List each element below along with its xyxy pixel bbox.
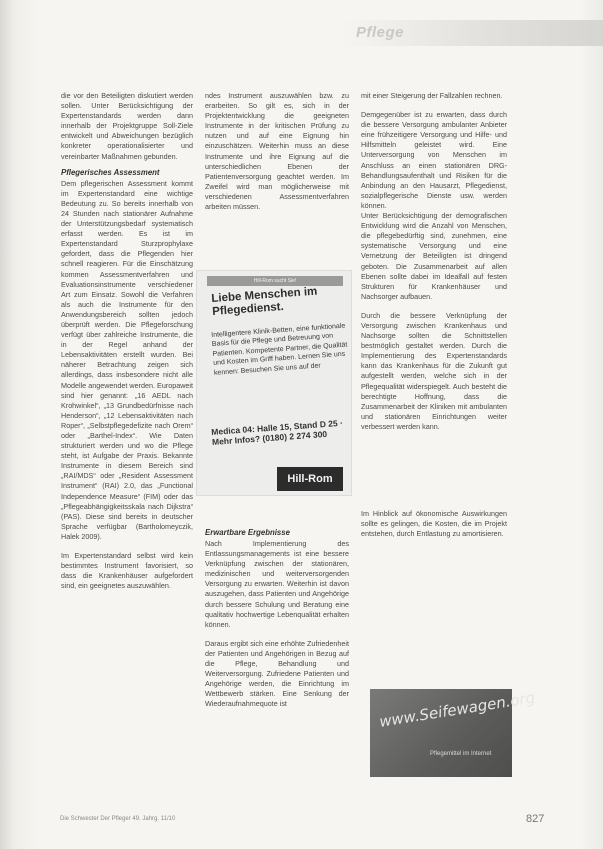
ad-tagline: Pflegemittel im Internet (430, 751, 492, 757)
ad-body-text: Intelligentere Klinik-Betten, eine funktionale Basis für die Pflege und Betreuung von Patienten. Kompetente Partner, die Qualität und Kosten im Griff haben. Lernen Sie uns kennen: Besuchen Sie uns auf der (211, 322, 348, 377)
column1-paragraph: Dem pflegerischen Assessment kommt im Expertenstandard eine wichtige Bedeutung zu. So bereits innerhalb von 24 Stunden nach stationärer Aufnahme der Unterstützungsbedarf systematisch erfasst werden. Es ist im Expertenstandard Sturzprophylaxe gefordert, dass die Pflegenden hier schnell reagieren. Für die Einschätzung kommen Assessmentverfahren und Evaluationsinstrumente verschiedener Art zum Einsatz. Sowohl die Verfahren als auch die Instrumente für den Anwendungsbereich sollten jedoch überprüft werden. Die Pflegeforschung verfügt über zahlreiche Instrumente, die in der Regel anhand der Lebensaktivitäten erstellt wurden. Bei näherer Betrachtung zeigen sich allerdings, dass insbesondere nicht alle Modelle angewendet werden. Europaweit sind hier genannt: „16 AEDL nach Krohwinkel“, „13 Grundbedürfnisse nach Henderson“, „12 Lebensaktivitäten nach Roper“, „Selbstpflegedefizite nach Orem“ oder „Barthel-Index“. Wie Daten strukturiert werden und wo die Pflege steht, ist Aufgabe der Praxis. Bekannte Instrumente in diesem Bereich sind „RAI/MDS“ oder „Resident Assessment Instrument“ (RAI) 2.0, das „Functional Independence Measure“ (FIM) oder das „Pflegeabhängigkeitsskala nach Dijkstra“ (PAS). Diese sind bereits in deutscher Sprache verfügbar (Bartholomeyczik, Halek 2009). (61, 178, 193, 541)
column3-paragraph: Im Hinblick auf ökonomische Auswirkungen sollte es gelingen, die Kosten, die im Projekt entstehen, durch Entlastung zu amortisieren. (361, 509, 507, 539)
ad-headline: Liebe Menschen im Pflegedienst. (211, 285, 318, 318)
hillrom-advertisement[interactable] (196, 270, 352, 496)
column3-paragraph: Unter Berücksichtigung der demografischen Entwicklung wird die Anzahl von Menschen, die pflegebedürftig sind, zunehmen, eine systematische Versorgung und eine Vernetzung der Beteiligten ist dringend geboten. Die Zusammenarbeit auf allen Ebenen sollte dabei im Idealfall auf festen Strukturen für Krankenhäuser und Nachsorger aufbauen. (361, 211, 507, 301)
column3-paragraph: mit einer Steigerung der Fallzahlen rechnen. (361, 91, 503, 100)
page-number: 827 (526, 813, 545, 825)
section-heading: Erwartbare Ergebnisse (205, 528, 290, 537)
article-column-2-top (205, 91, 349, 271)
ad-contact: Medica 04: Halle 15, Stand D 25 · Mehr Infos? (0180) 2 274 300 (211, 417, 344, 447)
article-column-3-top (361, 91, 507, 501)
ad-top-strip: Hill-Rom sucht Sie! (207, 276, 343, 286)
column2-paragraph: Daraus ergibt sich eine erhöhte Zufriedenheit der Patienten und Angehörigen in Bezug auf die Pflege, Behandlung und Weiterversorgung. Zufriedene Patienten und Angehörige werden, die Einrichtung im Wettbewerb stärken. Eine Senkung der Wiederaufnahmequote ist (205, 638, 349, 709)
footer-publication-info: Die Schwester Der Pfleger 49. Jahrg. 11/10 (60, 816, 176, 822)
article-column-3-bottom (361, 500, 507, 630)
column1-paragraph: Im Expertenstandard selbst wird kein bestimmtes Instrument favorisiert, so dass die Krankenhäuser aufgefordert sind, ein geeignetes auszuwählen. (61, 551, 193, 591)
article-column-2-bottom (205, 522, 349, 842)
column1-paragraph: die vor den Beteiligten diskutiert werden sollen. Unter Berücksichtigung der Expertenstandards werden dann innerhalb der Projektgruppe Soll-Ziele entwickelt und Abweichungen bezüglich konkreter operationalisierter und vereinbarter Maßnahmen gebunden. (61, 91, 193, 161)
column2-paragraph: ndes Instrument auszuwählen bzw. zu erarbeiten. So gilt es, sich in der Projektentwicklung die geeigneten Instrumente in der kritischen Prüfung zu nutzen und auf eine Eignung hin einzuschätzen. Weiterhin muss an diese Instrumente und ihre Eignung auf die unterschiedlichen Ebenen der Patientenversorgung geachtet werden. Im Zweifel wird man möglicherweise mit verschiedenen Assessmentverfahren arbeiten müssen. (205, 91, 349, 212)
seniorenwagen-advertisement[interactable] (370, 688, 537, 777)
hillrom-logo: Hill-Rom (277, 467, 343, 491)
column2-paragraph: Nach Implementierung des Entlassungsmanagements ist eine bessere Verknüpfung zwischen der stationären, medizinischen und weiterversorgenden Versorgung zu erwarten. Weiterhin ist davon auszugehen, dass Patienten und Angehörige durch bessere Schulung und Beratung eine qualitativ hochwertige Lebenqualität erhalten können. (205, 539, 349, 629)
column3-paragraph: Durch die bessere Verknüpfung der Versorgung zwischen Krankenhaus und Nachsorge sollten die Schnittstellen bestmöglich gestaltet werden. Durch die Implementierung des Expertenstandards kann das Krankenhaus für die Zukunft gut aufgestellt werden, welche sich in der Pflegequalität widerspiegelt. Auch besteht die berechtigte Hoffnung, dass die Zusammenarbeit der Kliniken mit ambulanten und stationären Einrichtungen weiter verbessert werden kann. (361, 310, 507, 431)
ad-url-text[interactable]: www.Seifewagen.org (378, 688, 537, 731)
column3-paragraph: Demgegenüber ist zu erwarten, dass durch die bessere Versorgung ambulanter Anbieter eine frühzeitigere Versorgung und Hilfe- und Hilfsmitteln geleistet wird. Eine Unterversorgung von Menschen im Anschluss an einen stationären DRG-Behandlungsaufenthalt und Risiken für die Anbindung an den Hausarzt, Pflegedienst, sozialpflegerische Dienste usw. werden können. (361, 110, 507, 210)
section-heading: Pflegerisches Assessment (61, 167, 160, 177)
article-column-1 (61, 91, 193, 833)
section-title: Pflege (356, 24, 405, 41)
